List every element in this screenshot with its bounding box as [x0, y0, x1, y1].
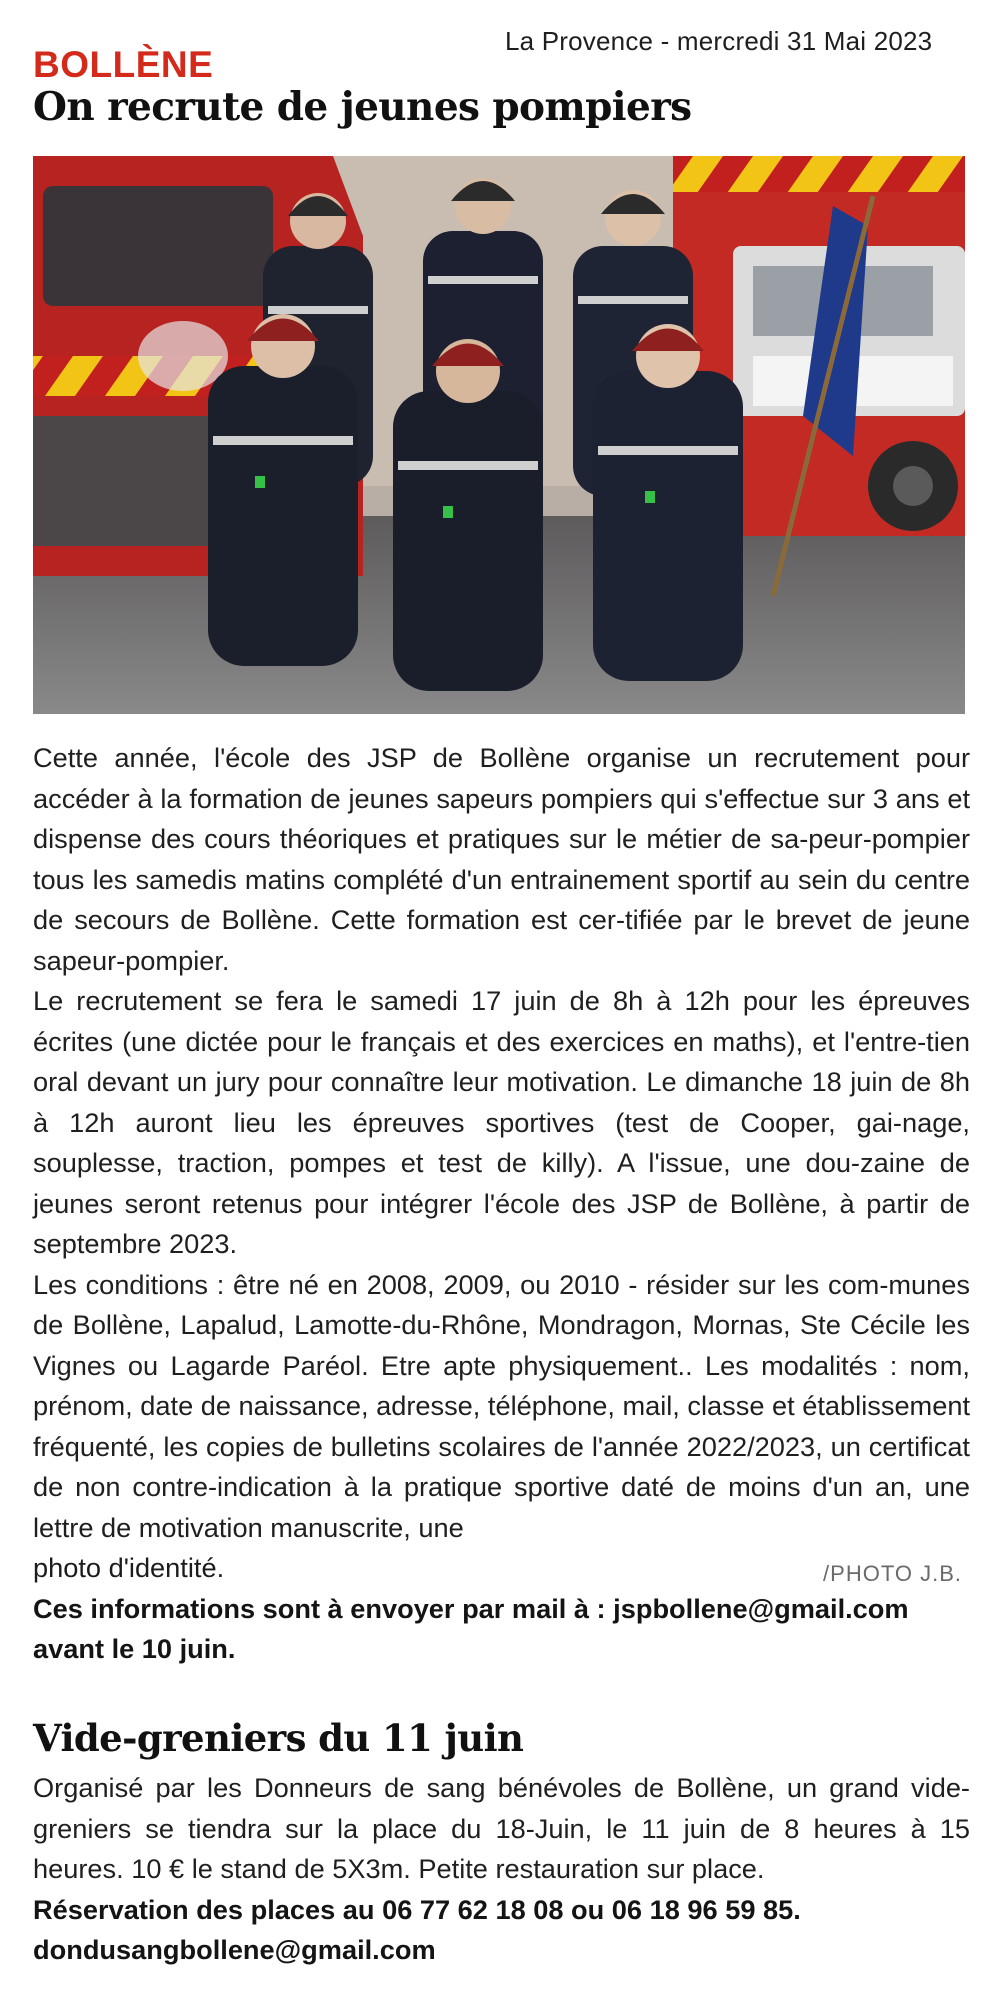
second-article-body: Organisé par les Donneurs de sang bénévoles de Bollène, un grand vide-greniers se tiendra sur la place du 18-Juin, le 11 juin de 8 heures à 15 heures. 10 € le stand de 5X3m. Petite restauration sur place.	[33, 1772, 970, 1884]
last-line-with-credit	[33, 1548, 970, 1589]
second-article-headline: Vide-greniers du 11 juin	[33, 1716, 524, 1760]
article-body	[33, 738, 970, 1670]
firefighter-front-right	[593, 324, 743, 681]
article-headline: On recrute de jeunes pompiers	[33, 84, 692, 130]
contact-email: dondusangbollene@gmail.com	[33, 1934, 436, 1965]
article-last-line: photo d'identité.	[33, 1552, 225, 1583]
article-photo	[33, 156, 965, 714]
masthead	[0, 0, 992, 160]
second-article	[33, 1716, 970, 1971]
section-title: BOLLÈNE	[33, 44, 214, 85]
article-paragraph-2: Le recrutement se fera le samedi 17 juin de 8h à 12h pour les épreuves écrites (une dictée pour le français et des exercices en maths), et l'entre-tien oral devant un jury pour connaître leur motivation. Le dimanche 18 juin de 8h à 12h auront lieu les épreuves sportives (test de Cooper, gai-nage, souplesse, traction, pompes et test de killy). A l'issue, une dou-zaine de jeunes seront retenus pour intégrer l'école des JSP de Bollène, à partir de septembre 2023.	[33, 985, 970, 1259]
article-paragraph-3: Les conditions : être né en 2008, 2009, ou 2010 - résider sur les com-munes de Bollène, Lapalud, Lamotte-du-Rhône, Mondragon, Mornas, Ste Cécile les Vignes ou Lagarde Paréol. Etre apte physiquement.. Les modalités : nom, prénom, date de naissance, adresse, téléphone, mail, classe et établissement fréquenté, les copies de bulletins scolaires de l'année 2022/2023, un certificat de non contre-indication à la pratique sportive daté de moins d'un an, une lettre de motivation manuscrite, une	[33, 1268, 970, 1543]
photo-credit: /PHOTO J.B.	[823, 1561, 962, 1586]
reservation-note: Réservation des places au 06 77 62 18 08 ou 06 18 96 59 85.	[33, 1893, 801, 1925]
article-paragraph-1: Cette année, l'école des JSP de Bollène organise un recrutement pour accéder à la formation de jeunes sapeurs pompiers qui s'effectue sur 3 ans et dispense des cours théoriques et pratiques sur le métier de sa-peur-pompier tous les samedis matins complété d'un entrainement sportif au sein du centre de secours de Bollène. Cette formation est cer-tifiée par le brevet de jeune sapeur-pompier.	[33, 742, 970, 976]
newspaper-source-date: La Provence - mercredi 31 Mai 2023	[505, 26, 933, 56]
contact-note: Ces informations sont à envoyer par mail à : jspbollene@gmail.com avant le 10 juin.	[33, 1592, 909, 1664]
firefighters-photo-illustration	[33, 156, 965, 714]
